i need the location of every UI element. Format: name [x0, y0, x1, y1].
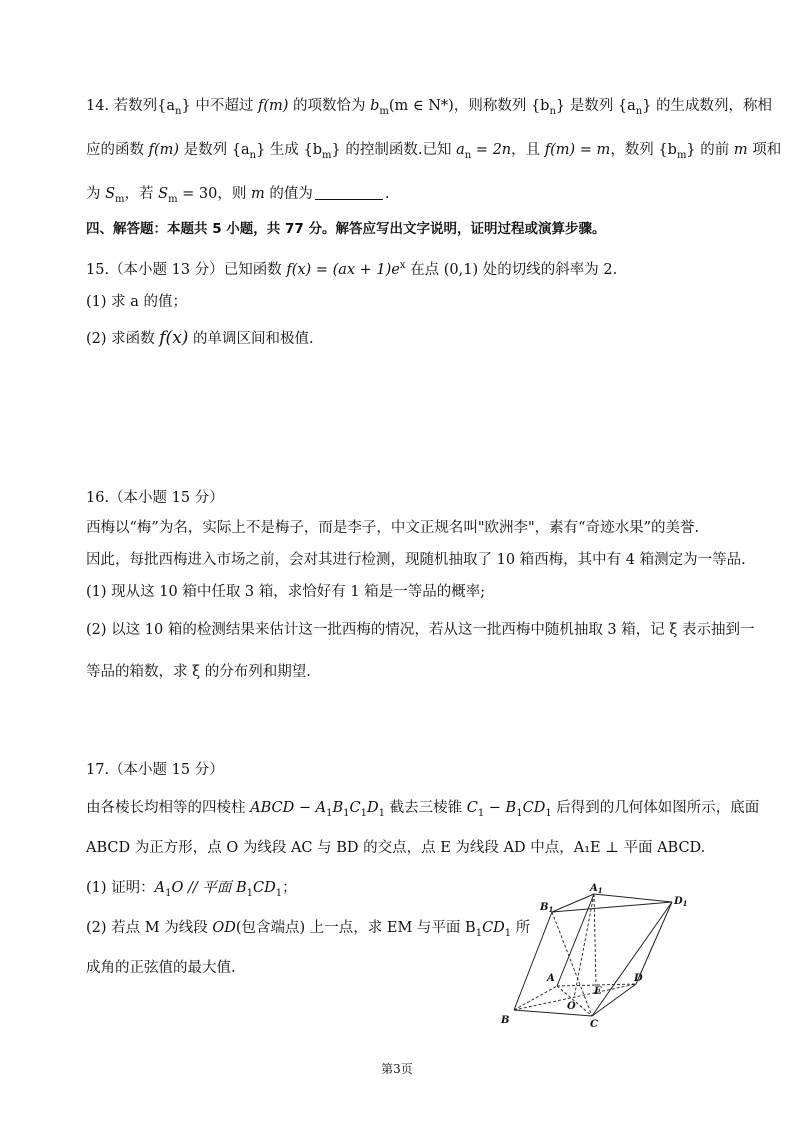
- q17-head: 17.（本小题 15 分）: [86, 762, 224, 778]
- q17-line-1: 由各棱长均相等的四棱柱 ABCD − $A_1B_1C_1D_1$ 截去三棱锥 $C_1 - B_1CD_1$ 后得到的几何体如图所示，底面: [86, 800, 760, 819]
- section-4-header: 四、解答题：本题共 5 小题，共 77 分。解答应写出文字说明，证明过程或演算步骤。: [86, 221, 606, 237]
- q15-head: 15.（本小题 13 分）已知函数 $f(x) = (ax + 1)e^x$ 在点 (0,1) 处的切线的斜率为 2.: [86, 260, 618, 278]
- q17-line-3: (1) 证明：$A_1O$ // 平面 $B_1CD_1$；: [86, 880, 297, 899]
- label-A: A: [547, 973, 555, 984]
- label-B: B: [501, 1015, 510, 1026]
- q17-line-4: (2) 若点 M 为线段 OD(包含端点) 上一点，求 EM 与平面 $B_1CD_1$ 所: [86, 920, 531, 939]
- q15-part-2: (2) 求函数 f(x) 的单调区间和极值.: [86, 328, 314, 348]
- page-number: 第3页: [381, 1062, 413, 1076]
- label-D1: $D_1$: [674, 896, 688, 908]
- q16-line-5: 等品的箱数，求 ξ 的分布列和期望.: [86, 664, 311, 680]
- answer-blank[interactable]: [315, 185, 383, 200]
- label-O: O: [567, 1001, 576, 1012]
- label-D: D: [634, 973, 643, 984]
- q16-line-1: 西梅以“梅”为名，实际上不是梅子，而是李子，中文正规名叫"欧洲李"，素有“奇迹水果”的美誉.: [86, 520, 700, 536]
- q14-line-2: 应的函数 f(m) 是数列 $\{a_n\}$ 生成 $\{b_m\}$ 的控制函数.已知 $a_n = 2n$，且 f(m) = m，数列 $\{b_m\}$ 的前 m 项和: [86, 142, 782, 161]
- q16-line-3: (1) 现从这 10 箱中任取 3 箱，求恰好有 1 箱是一等品的概率;: [86, 584, 486, 600]
- q16-line-4: (2) 以这 10 箱的检测结果来估计这一批西梅的情况，若从这一批西梅中随机抽取 3 箱，记 ξ 表示抽到一: [86, 622, 755, 638]
- q17-line-2: ABCD 为正方形，点 O 为线段 AC 与 BD 的交点，点 E 为线段 AD 中点，A₁E ⊥ 平面 ABCD.: [86, 840, 706, 856]
- q16-head: 16.（本小题 15 分）: [86, 490, 224, 506]
- q16-line-2: 因此，每批西梅进入市场之前，会对其进行检测，现随机抽取了 10 箱西梅，其中有 4 箱测定为一等品.: [86, 552, 746, 568]
- q17-line-5: 成角的正弦值的最大值.: [86, 960, 236, 976]
- label-A1: $A_1$: [590, 883, 603, 895]
- prism-figure: [494, 880, 694, 1028]
- solid-edges: [514, 894, 672, 1016]
- label-E: E: [594, 986, 602, 997]
- label-B1: $B_1$: [540, 902, 554, 914]
- q15-part-1: (1) 求 a 的值；: [86, 294, 188, 310]
- label-C: C: [590, 1019, 598, 1028]
- q14-line-3: 为 $S_m$，若 $S_m = 30$，则 m 的值为 .: [86, 186, 390, 205]
- q14-line-1: 14. 若数列$\{a_n\}$ 中不超过 f(m) 的项数恰为 $b_m(m$ ∈ N*)，则称数列 $\{b_n\}$ 是数列 $\{a_n\}$ 的生成数列，称相: [86, 98, 773, 117]
